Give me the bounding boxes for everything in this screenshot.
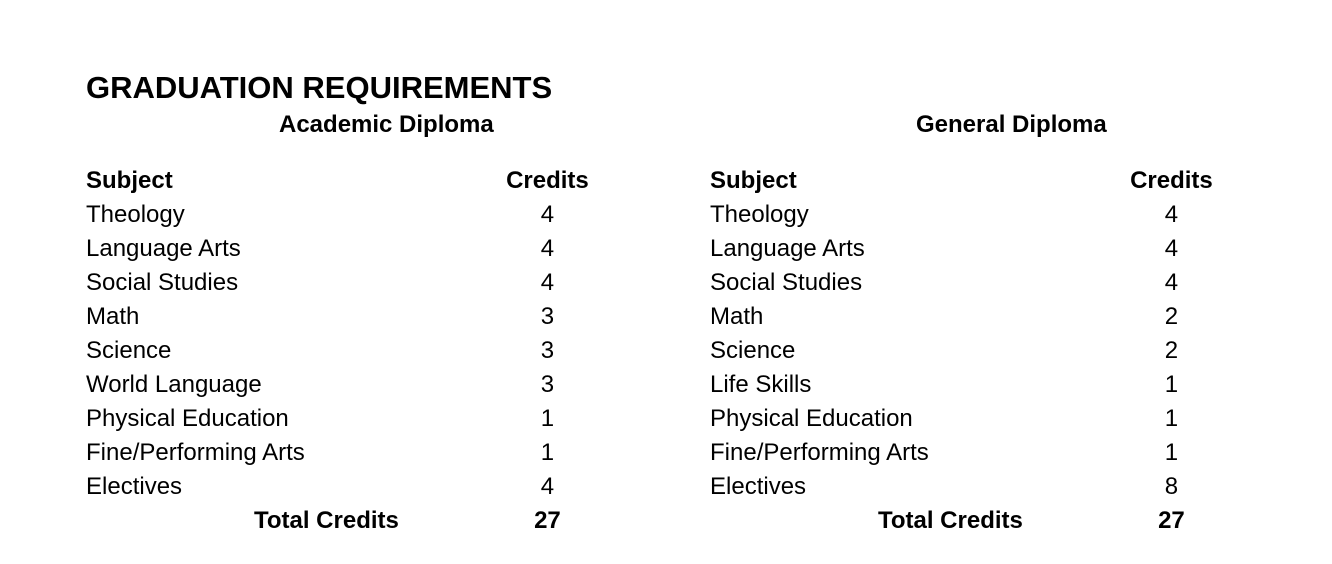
credits-cell: 1 [1164, 371, 1179, 398]
credits-cell: 4 [540, 269, 555, 296]
subject-cell: Social Studies [710, 269, 863, 296]
subject-cell: Theology [710, 201, 809, 228]
credits-cell: 1 [1164, 439, 1179, 466]
academic-diploma-title: Academic Diploma [279, 111, 494, 138]
table-row [710, 436, 1230, 470]
total-credits-value: 27 [534, 507, 561, 534]
table-row [86, 368, 606, 402]
subject-column-header: Subject [86, 167, 173, 194]
table-header-row [86, 164, 606, 198]
credits-cell: 2 [1164, 337, 1179, 364]
subject-cell: Language Arts [86, 235, 241, 262]
credits-cell: 2 [1164, 303, 1179, 330]
credits-cell: 4 [540, 473, 555, 500]
total-credits-value: 27 [1158, 507, 1185, 534]
table-row [710, 402, 1230, 436]
subject-cell: Fine/Performing Arts [86, 439, 305, 466]
table-row [86, 300, 606, 334]
table-row [710, 368, 1230, 402]
table-row [86, 334, 606, 368]
table-row [710, 266, 1230, 300]
subject-cell: Math [710, 303, 764, 330]
total-row [86, 504, 606, 538]
table-row [86, 402, 606, 436]
total-row [710, 504, 1230, 538]
credits-cell: 1 [1164, 405, 1179, 432]
subject-cell: Theology [86, 201, 185, 228]
table-row [710, 198, 1230, 232]
general-requirements-table [710, 164, 1230, 538]
table-row [86, 470, 606, 504]
table-row [710, 334, 1230, 368]
table-row [710, 470, 1230, 504]
credits-cell: 8 [1164, 473, 1179, 500]
credits-cell: 3 [540, 337, 555, 364]
credits-cell: 1 [540, 439, 555, 466]
credits-cell: 3 [540, 371, 555, 398]
table-row [710, 300, 1230, 334]
subject-cell: Electives [710, 473, 807, 500]
subject-cell: Fine/Performing Arts [710, 439, 929, 466]
table-row [86, 198, 606, 232]
general-diploma-title: General Diploma [916, 111, 1107, 138]
subject-cell: Science [86, 337, 172, 364]
table-row [86, 436, 606, 470]
table-header-row [710, 164, 1230, 198]
total-credits-label: Total Credits [253, 507, 399, 534]
table-row [86, 232, 606, 266]
subject-cell: Math [86, 303, 140, 330]
subject-cell: Social Studies [86, 269, 239, 296]
subject-cell: Life Skills [710, 371, 812, 398]
table-row [710, 232, 1230, 266]
subject-cell: Physical Education [86, 405, 289, 432]
credits-cell: 3 [540, 303, 555, 330]
subject-cell: Physical Education [710, 405, 913, 432]
table-row [86, 266, 606, 300]
subject-cell: World Language [86, 371, 262, 398]
credits-cell: 4 [1164, 201, 1179, 228]
subject-cell: Language Arts [710, 235, 865, 262]
credits-cell: 1 [540, 405, 555, 432]
subject-cell: Science [710, 337, 796, 364]
credits-column-header: Credits [506, 167, 589, 194]
credits-cell: 4 [1164, 269, 1179, 296]
credits-cell: 4 [540, 201, 555, 228]
credits-cell: 4 [540, 235, 555, 262]
page-title: GRADUATION REQUIREMENTS [86, 70, 553, 105]
total-credits-label: Total Credits [877, 507, 1023, 534]
subject-column-header: Subject [710, 167, 797, 194]
credits-column-header: Credits [1130, 167, 1213, 194]
credits-cell: 4 [1164, 235, 1179, 262]
subject-cell: Electives [86, 473, 183, 500]
academic-requirements-table [86, 164, 606, 538]
